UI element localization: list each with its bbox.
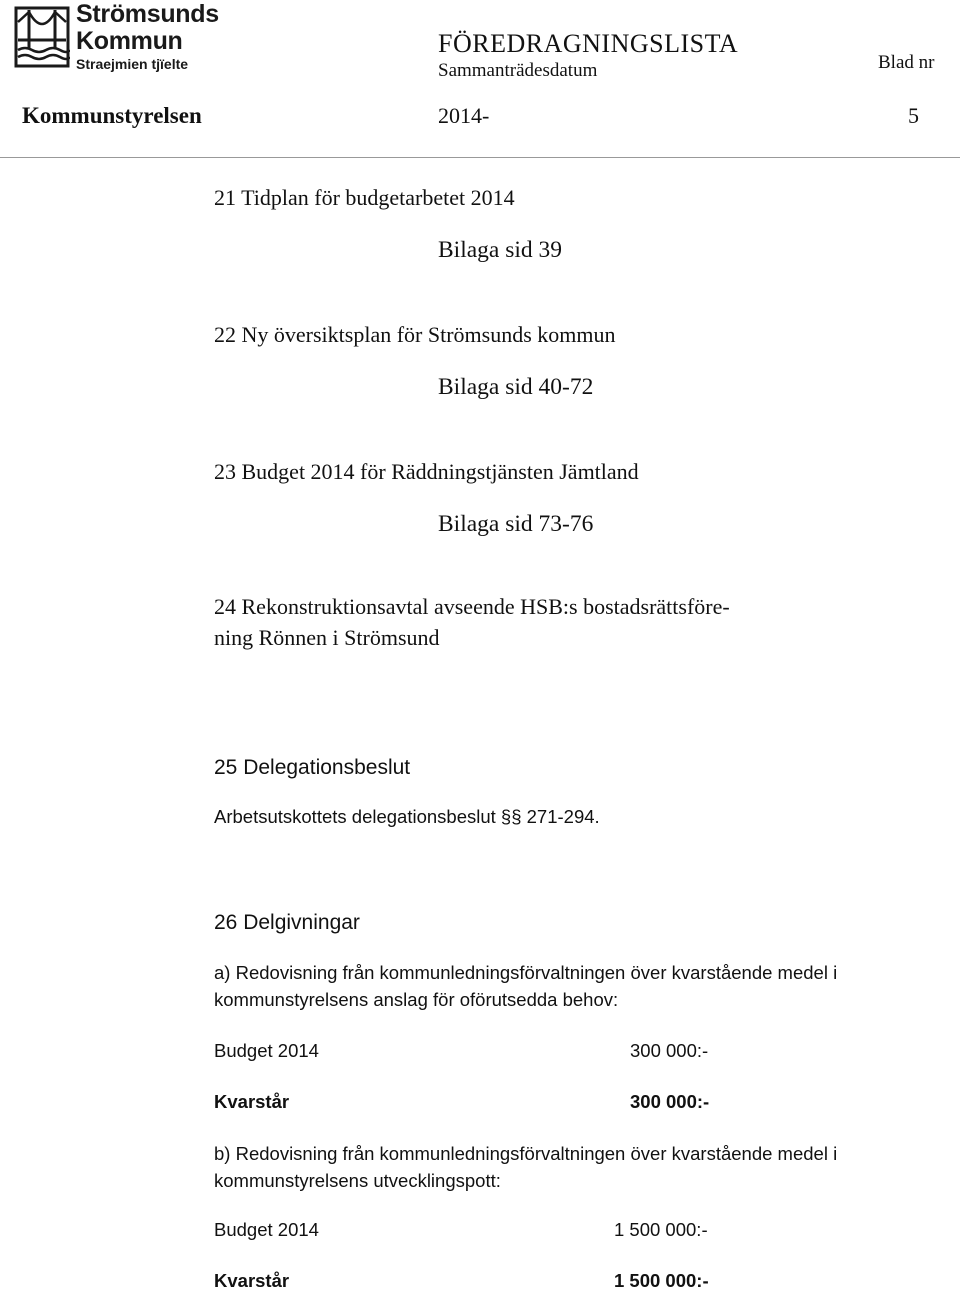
amount-label: Budget 2014: [214, 1040, 319, 1061]
item-25-title: 25 Delegationsbeslut: [214, 756, 411, 779]
sheet-number: 5: [908, 103, 919, 128]
logo-name-line-2: Kommun: [76, 27, 183, 55]
item-21-title: 21 Tidplan för budgetarbetet 2014: [214, 185, 515, 210]
amount-label: Budget 2014: [214, 1219, 319, 1240]
item-23-title: 23 Budget 2014 för Räddningstjänsten Jämtland: [214, 459, 639, 484]
item-22-title: 22 Ny översiktsplan för Strömsunds kommun: [214, 322, 616, 347]
item-25-text: Arbetsutskottets delegationsbeslut §§ 271-294.: [214, 806, 600, 827]
item-23-appendix: Bilaga sid 73-76: [438, 511, 594, 537]
item-24-title-line-1: 24 Rekonstruktionsavtal avseende HSB:s bostadsrättsföre-: [214, 594, 730, 619]
item-26-b-remaining-row: [214, 1270, 814, 1296]
item-22-appendix: Bilaga sid 40-72: [438, 374, 594, 400]
item-26-b-text: b) Redovisning från kommunledningsförvaltningen över kvarstående medel i kommunstyrelsens utvecklingspott:: [214, 1143, 838, 1191]
item-26-a-remaining-row: [214, 1091, 814, 1117]
organ-name: Kommunstyrelsen: [22, 103, 202, 128]
item-26-a-budget-row: [214, 1040, 814, 1066]
header-divider: [0, 157, 960, 158]
item-26-title: 26 Delgivningar: [214, 911, 360, 934]
item-21-appendix: Bilaga sid 39: [438, 237, 563, 263]
amount-label: Kvarstår: [214, 1270, 290, 1291]
amount-value: 300 000:-: [630, 1040, 709, 1061]
logo-name-line-1: Strömsunds: [76, 0, 219, 28]
meeting-date: 2014-: [438, 103, 490, 128]
document-type: FÖREDRAGNINGSLISTA: [438, 29, 739, 58]
meeting-date-label: Sammanträdesdatum: [438, 60, 598, 81]
amount-label: Kvarstår: [214, 1091, 290, 1112]
municipality-logo: [14, 2, 224, 80]
item-26-a-text: a) Redovisning från kommunledningsförvaltningen över kvarstående medel i kommunstyrelsens anslag för oförutsedda behov:: [214, 962, 838, 1010]
sheet-number-label: Blad nr: [878, 52, 935, 73]
amount-value: 1 500 000:-: [614, 1270, 709, 1291]
amount-value: 300 000:-: [630, 1091, 710, 1112]
logo-name-south-sami: Straejmien tjïelte: [76, 56, 189, 72]
amount-value: 1 500 000:-: [614, 1219, 708, 1240]
bridge-emblem-icon: [14, 6, 70, 68]
item-26-b-budget-row: [214, 1219, 814, 1245]
item-24-title-line-2: ning Rönnen i Strömsund: [214, 625, 440, 650]
